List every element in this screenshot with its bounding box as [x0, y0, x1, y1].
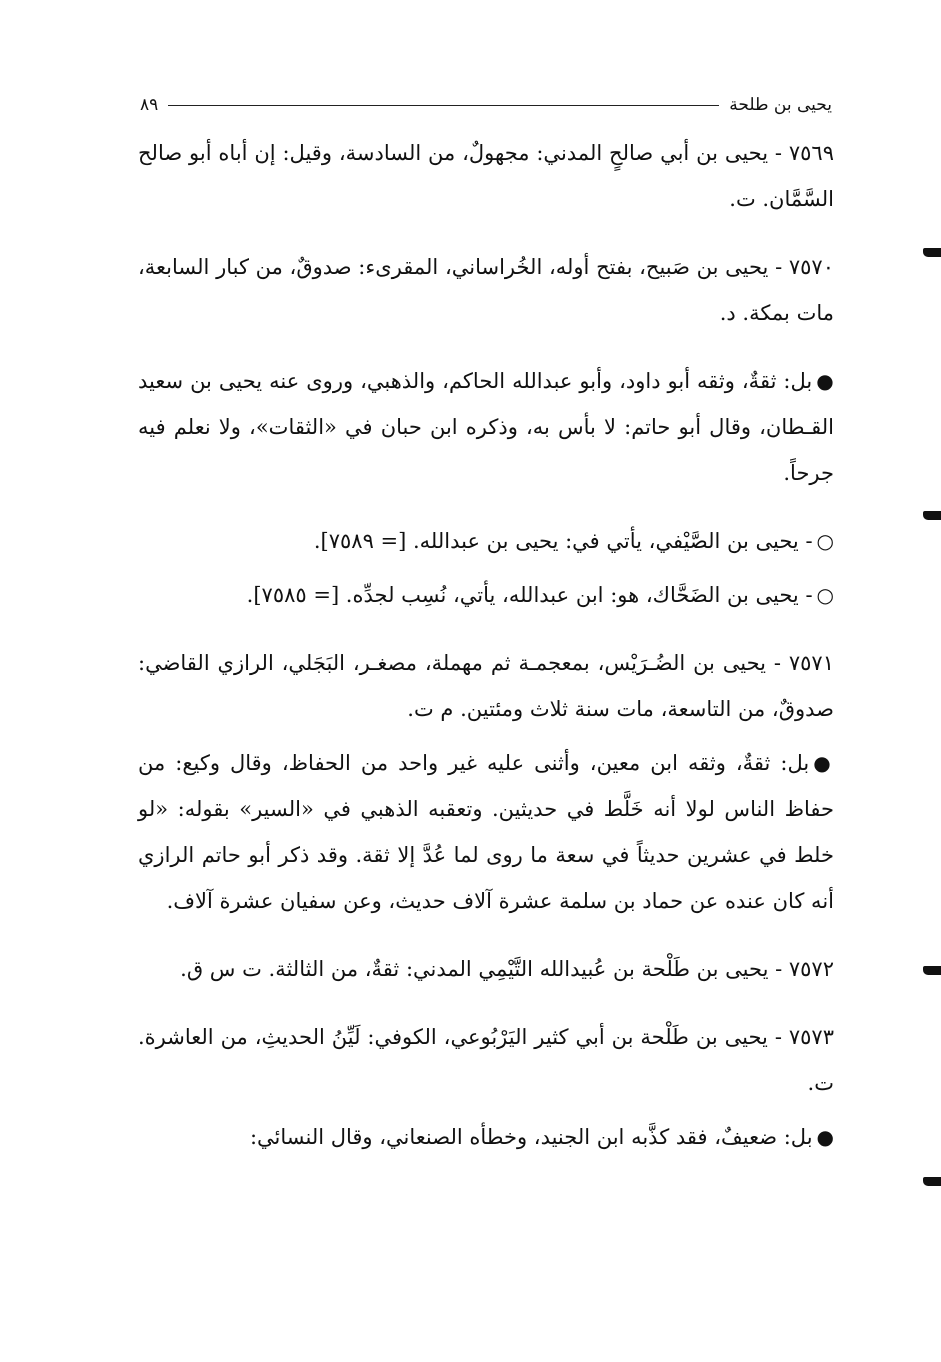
page-edge-mark	[923, 1177, 941, 1186]
biography-entry	[138, 946, 834, 992]
cross-reference-text: - يحيى بن الضَحَّاك، هو: ابن عبدالله، يأتي، نُسِب لجدِّه. [= ٧٥٨٥].	[246, 583, 813, 607]
biography-entry	[138, 244, 834, 336]
entry-text: ٧٥٧٢ - يحيى بن طَلْحة بن عُبيدالله التَّيْمِي المدني: ثقةٌ، من الثالثة. ت س ق.	[180, 957, 834, 981]
page-body	[138, 130, 834, 1160]
entry-text: ٧٥٧١ - يحيى بن الضُـرَيْس، بمعجمـة ثم مهملة، مصغـر، البَجَلي، الرازي القاضي: صدوقٌ، من التاسعة، مات سنة ثلاث ومئتين. م ت.	[138, 651, 834, 721]
note-text: بل: ثقةٌ، وثقه أبو داود، وأبو عبدالله الحاكم، والذهبي، وروى عنه يحيى بن سعيد القـطان، وقال أبو حاتم: لا بأس به، وذكره ابن حبان في «الثقات»، ولا نعلم فيه جرحاً.	[138, 369, 834, 485]
filled-circle-icon: ●	[816, 369, 835, 393]
editor-note	[138, 358, 834, 496]
page-edge-mark	[923, 966, 941, 975]
cross-reference-text: - يحيى بن الصَّيْفي، يأتي في: يحيى بن عبدالله. [= ٧٥٨٩].	[313, 529, 813, 553]
page-number: ٨٩	[140, 95, 159, 115]
note-text: بل: ضعيفٌ، فقد كذَّبه ابن الجنيد، وخطأه الصنعاني، وقال النسائي:	[249, 1125, 813, 1149]
note-text: بل: ثقةٌ، وثقه ابن معين، وأثنى عليه غير واحد من الحفاظ، وقال وكيع: من حفاظ الناس لولا أنه خَلَّط في حديثين. وتعقبه الذهبي في «السير» بقوله: «لو خلط في عشرين حديثاً في سعة ما روى لما عُدَّ إلا ثقة. وقد ذكر أبو حاتم الرازي أنه كان عنده عن حماد بن سلمة عشرة آلاف حديث، وعن سفيان عشرة آلاف.	[138, 751, 834, 913]
entry-text: ٧٥٧٠ - يحيى بن صَبيح، بفتح أوله، الخُراساني، المقرىء: صدوقٌ، من كبار السابعة، مات بمكة. د.	[138, 255, 834, 325]
biography-entry	[138, 1014, 834, 1106]
page-edge-mark	[923, 511, 941, 520]
entry-text: ٧٥٧٣ - يحيى بن طَلْحة بن أبي كثير اليَرْبُوعي، الكوفي: لَيِّنُ الحديثِ، من العاشرة. ت.	[138, 1025, 834, 1095]
hollow-circle-icon: ○	[816, 583, 834, 607]
biography-entry	[138, 130, 834, 222]
editor-note	[138, 1114, 834, 1160]
cross-reference	[138, 572, 834, 618]
filled-circle-icon: ●	[816, 1125, 834, 1149]
running-title: يحيى بن طلحة	[729, 95, 832, 115]
editor-note	[138, 740, 834, 924]
cross-reference	[138, 518, 834, 564]
filled-circle-icon: ●	[813, 751, 834, 775]
page-edge-mark	[923, 248, 941, 257]
running-header	[140, 92, 832, 118]
entry-text: ٧٥٦٩ - يحيى بن أبي صالحٍ المدني: مجهولٌ، من السادسة، وقيل: إن أباه أبو صالح السَّمَّان. ت.	[138, 141, 834, 211]
hollow-circle-icon: ○	[816, 529, 834, 553]
header-rule	[168, 105, 719, 106]
biography-entry	[138, 640, 834, 732]
